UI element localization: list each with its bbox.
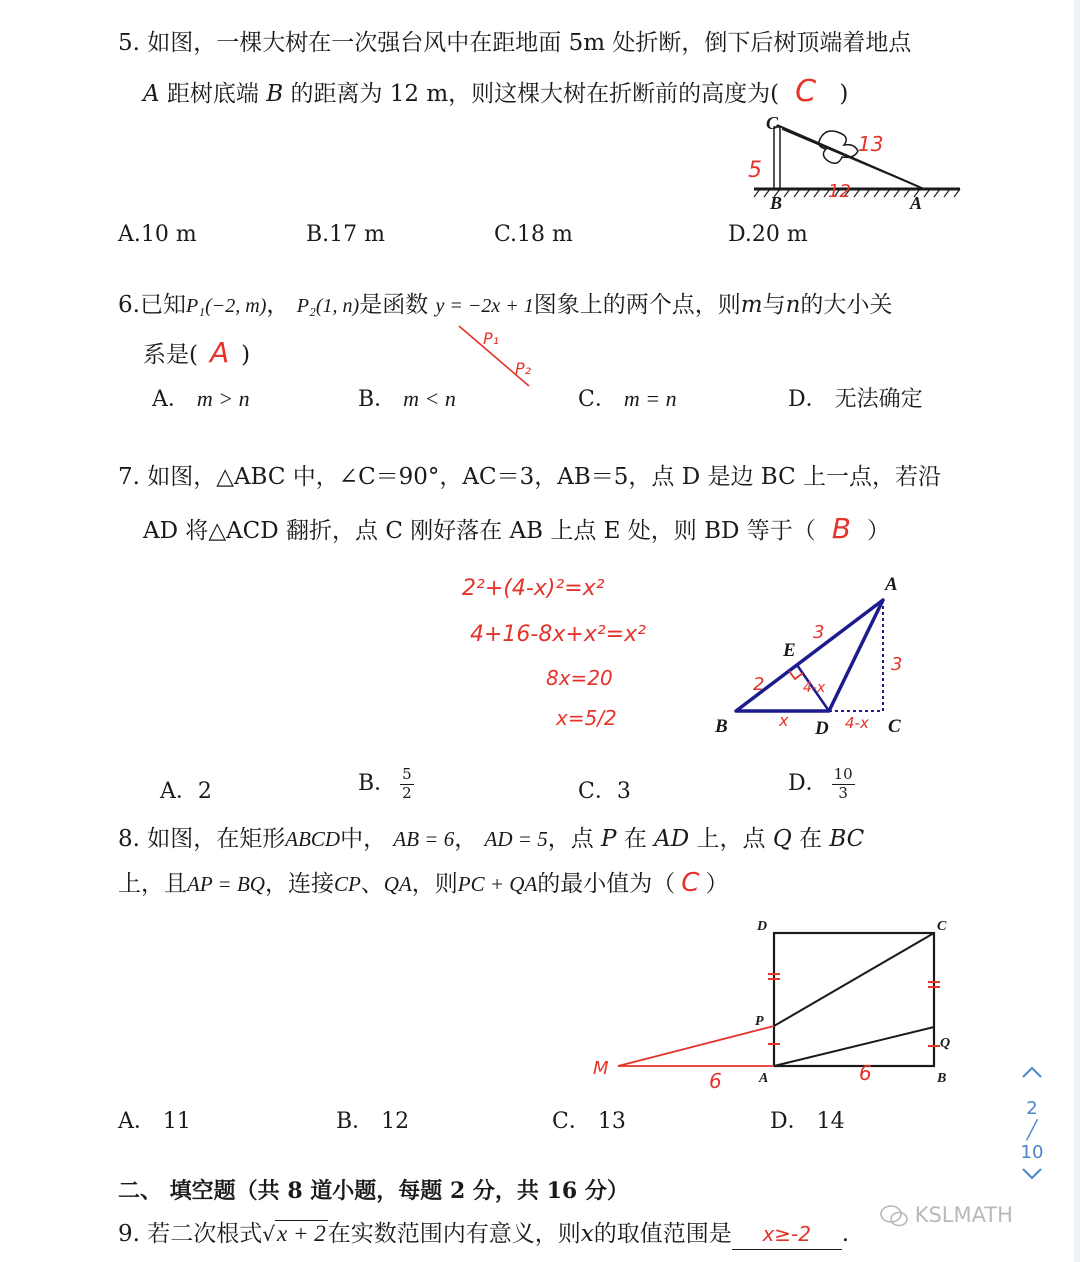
q5-answer: C — [795, 74, 817, 109]
page-navigator — [1004, 1062, 1060, 1186]
q7-work-line2: 4+16-8x+x²=x² — [470, 622, 646, 647]
wechat-icon — [880, 1204, 908, 1228]
q8-line2: 上，且AP = BQ，连接CP、QA，则PC + QA的最小值为（ C ） — [118, 868, 729, 898]
q8-fig-label-c: C — [937, 919, 947, 934]
q7-hw-4x-ed: 4-x — [803, 680, 826, 696]
q8-answer: C — [681, 868, 700, 898]
total-pages: 10 — [1020, 1142, 1044, 1163]
q8-hw-6-ab: 6 — [859, 1061, 872, 1085]
q6-option-c: C． m = n — [578, 386, 677, 412]
q6-hw-p2: P₂ — [515, 359, 532, 378]
q7-option-a: A．2 — [160, 779, 212, 804]
prev-page-button[interactable] — [1004, 1062, 1060, 1084]
section2-title: 二、 填空题（共 8 道小题，每题 2 分，共 16 分） — [118, 1178, 629, 1204]
q7-work-line4: x=5/2 — [556, 706, 617, 730]
q8-hw-6-ma: 6 — [709, 1069, 722, 1093]
q6-option-b: B． m < n — [358, 386, 456, 412]
q7-fig-label-a: A — [885, 574, 898, 595]
q7-hw-3-ae: 3 — [813, 622, 825, 643]
q7-hw-2: 2 — [753, 674, 765, 695]
q7-option-c: C．3 — [578, 779, 631, 804]
q7-fig-label-b: B — [715, 716, 728, 737]
q7-fig-label-d: D — [815, 718, 829, 739]
q8-fig-label-p: P — [755, 1014, 764, 1029]
q8-line1: 8. 如图，在矩形ABCD中， AB = 6， AD = 5，点 P 在 AD 上，点 Q 在 BC — [118, 826, 865, 852]
q7-hw-4x-dc: 4-x — [845, 714, 869, 732]
q8-fig-label-b: B — [937, 1071, 947, 1086]
q7-answer: B — [831, 512, 851, 545]
q5-option-b: B.17 m — [306, 222, 386, 247]
q6-hw-p1: P₁ — [483, 329, 500, 348]
q5-hw-5: 5 — [748, 158, 762, 183]
q7-option-b: B． $\frac{5}{2}$ — [358, 765, 412, 802]
q9-line: 9. 若二次根式√x + 2在实数范围内有意义，则x的取值范围是 x≥-2 . — [118, 1220, 849, 1250]
q7-work-line3: 8x=20 — [546, 666, 613, 690]
q8-option-b: B． 12 — [336, 1109, 410, 1134]
q6-option-d: D． 无法确定 — [788, 387, 923, 412]
q8-figure — [585, 910, 965, 1100]
q5-fig-label-b: B — [770, 193, 783, 213]
q5-option-d: D.20 m — [728, 222, 808, 247]
q5-fig-label-c: C — [766, 113, 779, 133]
q8-fig-label-d: D — [757, 919, 768, 934]
q7-work-line1: 2²+(4-x)²=x² — [462, 576, 605, 601]
chevron-up-icon — [1021, 1065, 1043, 1079]
q6-option-a: A． m > n — [152, 386, 250, 412]
q8-option-c: C． 13 — [552, 1109, 626, 1134]
chevron-down-icon — [1021, 1167, 1043, 1181]
current-page: 2 — [1026, 1098, 1038, 1119]
q6-sketch — [455, 322, 545, 390]
q7-line1: 7. 如图，△ABC 中，∠C＝90°，AC＝3，AB＝5，点 D 是边 BC 上一点，若沿 — [118, 464, 942, 490]
q9-answer: x≥-2 — [762, 1222, 811, 1246]
q8-option-d: D． 14 — [770, 1109, 845, 1134]
q7-fig-label-c: C — [888, 716, 901, 737]
next-page-button[interactable] — [1004, 1164, 1060, 1186]
q5-hw-12: 12 — [828, 181, 851, 202]
q8-hw-m: M — [593, 1058, 609, 1079]
watermark: KSLMATH — [880, 1203, 1013, 1228]
q5-line1: 5. 如图，一棵大树在一次强台风中在距地面 5m 处折断，倒下后树顶端着地点 — [118, 30, 912, 56]
q5-line2: A 距树底端 B 的距离为 12 m，则这棵大树在折断前的高度为( C ) — [143, 74, 849, 109]
q6-line2: 系是( A ) — [143, 336, 251, 369]
q5-hw-13: 13 — [858, 132, 884, 156]
q8-option-a: A． 11 — [118, 1109, 191, 1134]
q7-fig-label-e: E — [783, 640, 796, 661]
q7-figure — [705, 568, 925, 748]
page-slash: ╱ — [1026, 1120, 1038, 1141]
q5-fig-label-a: A — [910, 193, 923, 213]
q7-hw-x: x — [779, 711, 789, 730]
scroll-edge — [1074, 0, 1080, 1262]
q7-option-d: D． $\frac{10}{3}$ — [788, 765, 853, 802]
q6-line1: 6.已知P₁(−2, m)， P₂(1, n)是函数 y = −2x + 1图象上的两个点，则m与n的大小关 — [118, 292, 893, 318]
q7-hw-3-ac: 3 — [891, 654, 903, 675]
q5-figure — [730, 105, 970, 215]
q5-option-c: C.18 m — [494, 222, 573, 247]
q7-line2: AD 将△ACD 翻折，点 C 刚好落在 AB 上点 E 处，则 BD 等于（ B ） — [143, 512, 890, 545]
q8-fig-label-a: A — [759, 1071, 769, 1086]
q5-option-a: A.10 m — [118, 222, 197, 247]
q6-answer: A — [209, 336, 230, 369]
q8-fig-label-q: Q — [940, 1036, 951, 1051]
